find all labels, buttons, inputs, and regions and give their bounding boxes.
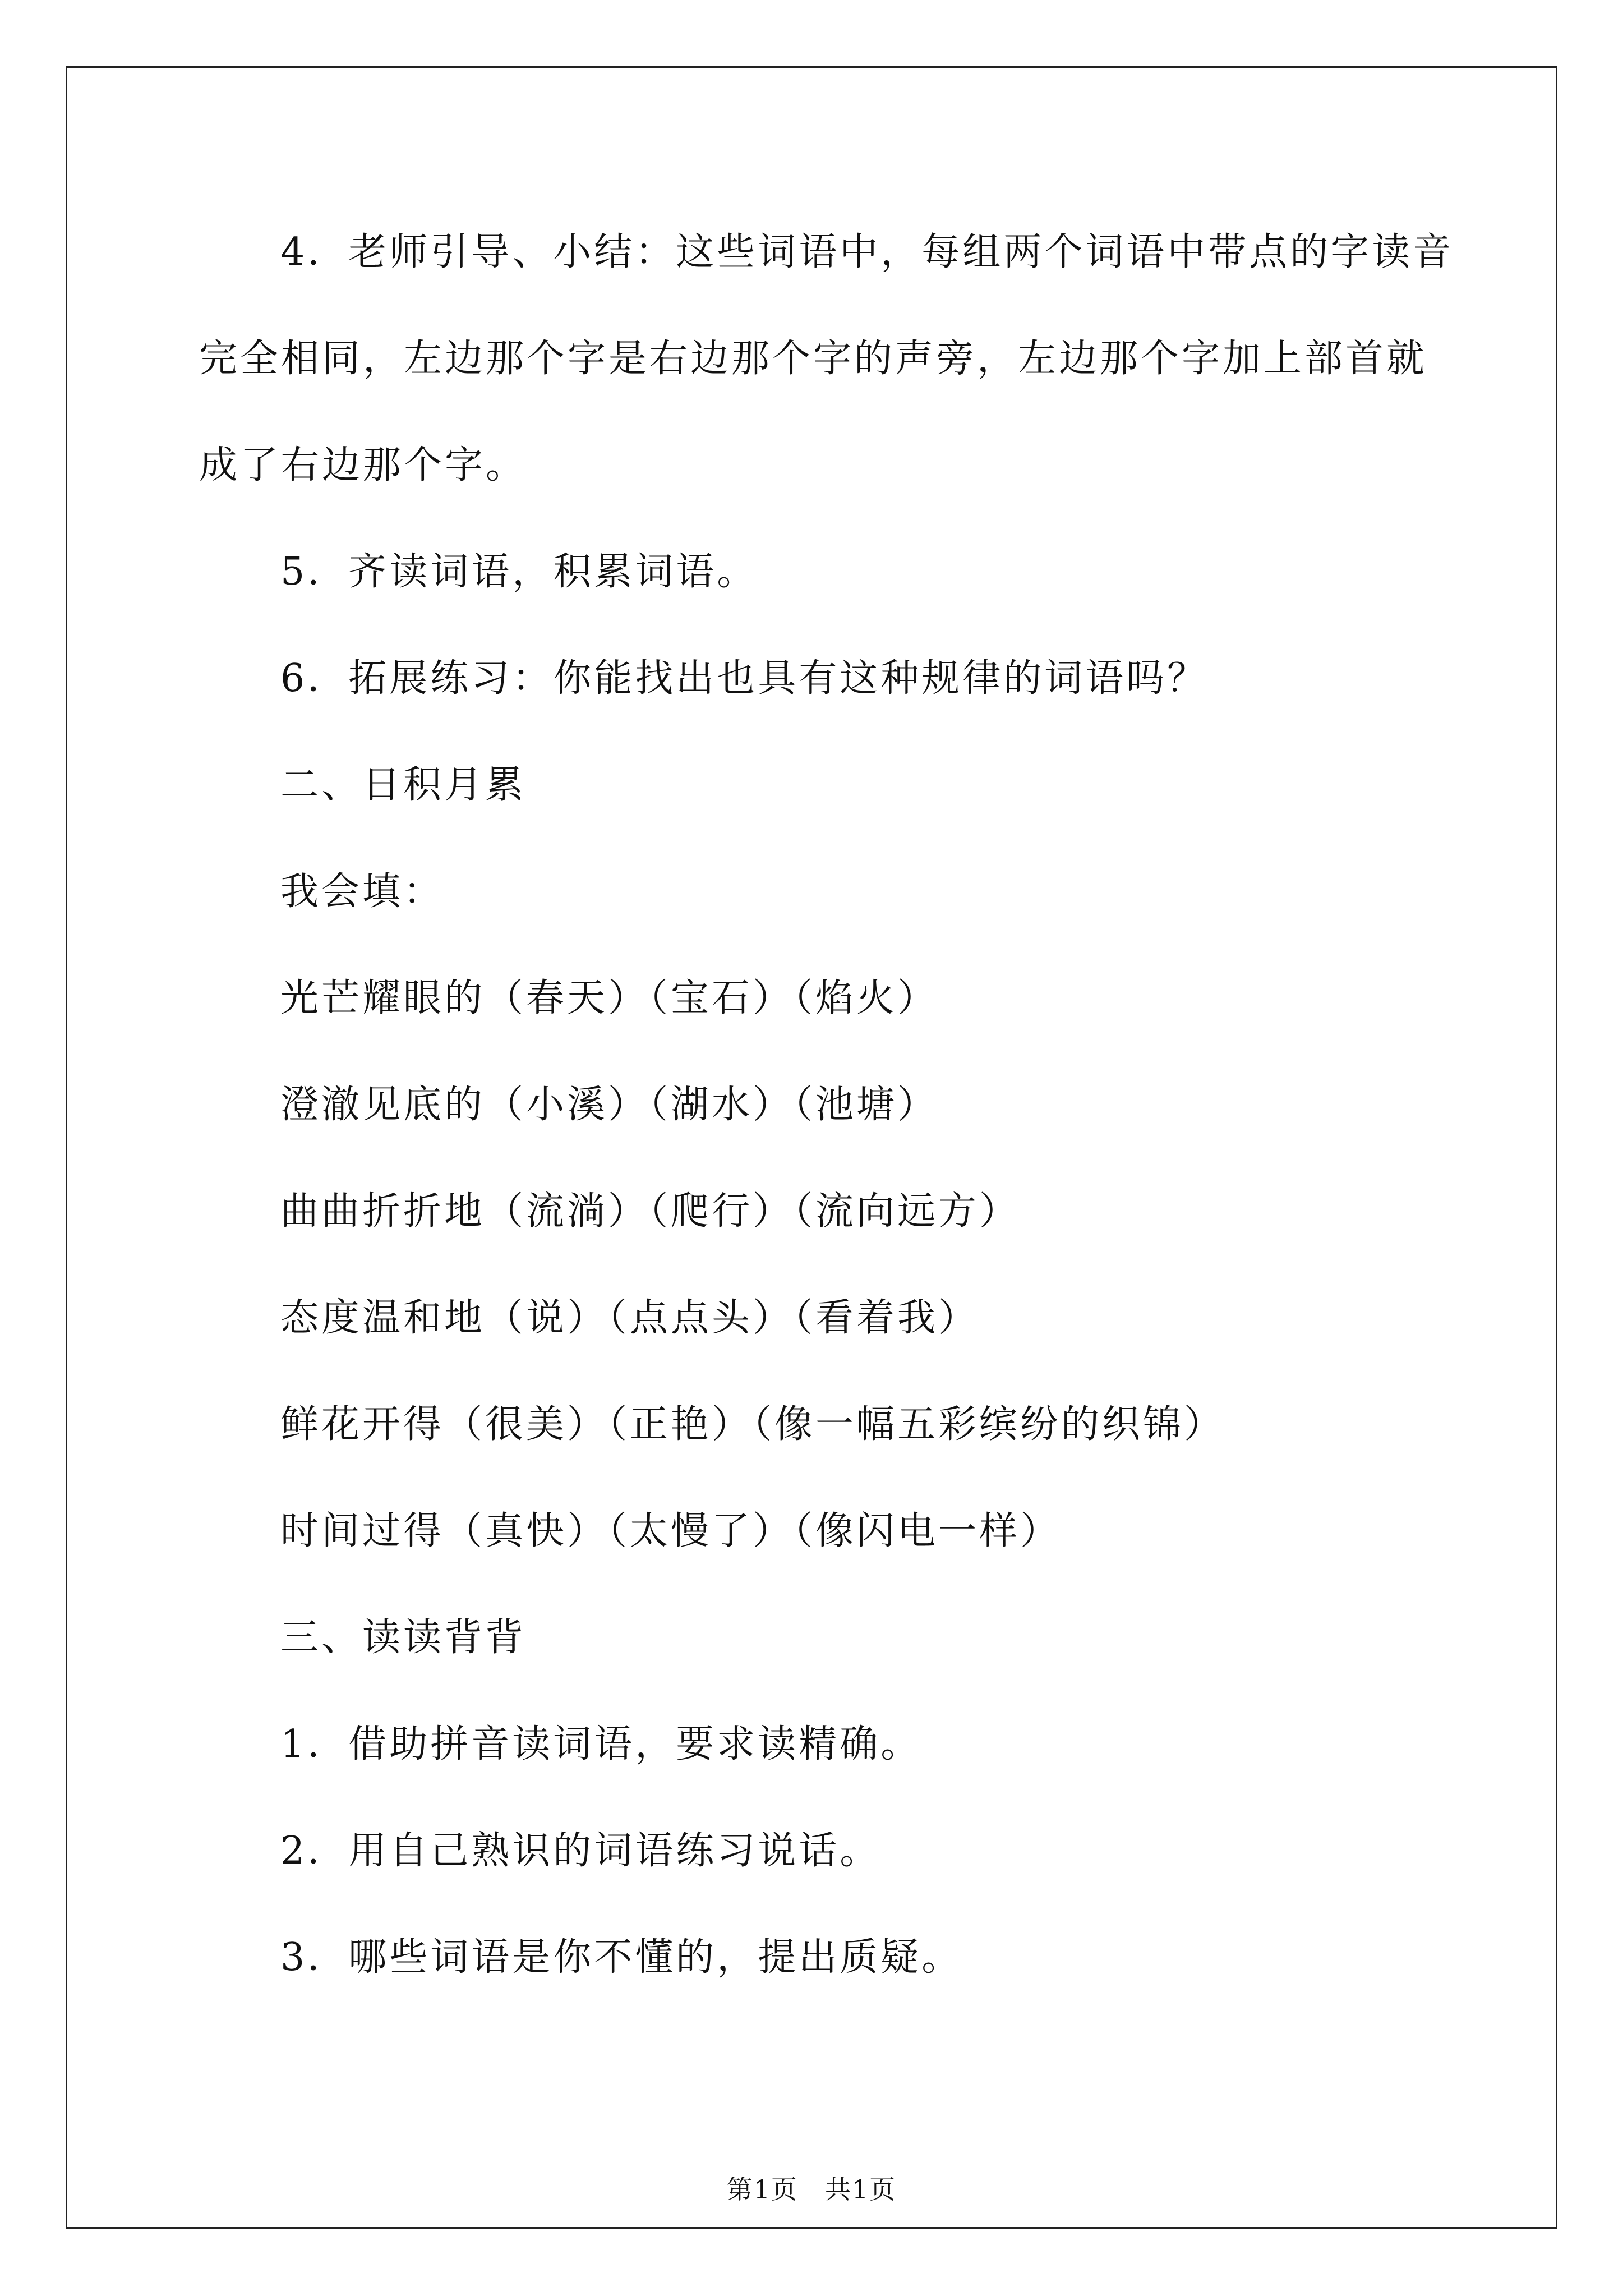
page-border [66,66,1557,2229]
fill-in-line-2: 澄澈见底的（小溪）（湖水）（池塘） [280,1083,939,1127]
fill-in-label: 我会填： [280,869,445,914]
paragraph-item-4-line1: 4．老师引导、小结：这些词语中，每组两个词语中带点的字读音 [280,230,1454,274]
fill-in-line-4: 态度温和地（说）（点点头）（看着我） [280,1296,980,1340]
fill-in-line-1: 光芒耀眼的（春天）（宝石）（焰火） [280,976,939,1020]
page-number-footer: 第1页 共1页 [726,2174,897,2205]
paragraph-item-4-line2: 完全相同，左边那个字是右边那个字的声旁，左边那个字加上部首就 [199,337,1428,381]
reading-item-2: 2．用自己熟识的词语练习说话。 [280,1829,881,1873]
reading-item-3: 3．哪些词语是你不懂的，提出质疑。 [280,1935,963,1980]
fill-in-line-5: 鲜花开得（很美）（正艳）（像一幅五彩缤纷的织锦） [280,1402,1225,1447]
reading-item-1: 1．借助拼音读词语，要求读精确。 [280,1722,922,1766]
fill-in-line-6: 时间过得（真快）（太慢了）（像闪电一样） [280,1509,1062,1553]
paragraph-item-5: 5．齐读词语，积累词语。 [280,550,758,594]
section-heading-3: 三、读读背背 [280,1616,527,1660]
paragraph-item-4-line3: 成了右边那个字。 [199,443,527,487]
fill-in-line-3: 曲曲折折地（流淌）（爬行）（流向远方） [280,1189,1021,1234]
section-heading-2: 二、日积月累 [280,763,527,807]
paragraph-item-6: 6．拓展练习：你能找出也具有这种规律的词语吗？ [280,656,1209,701]
